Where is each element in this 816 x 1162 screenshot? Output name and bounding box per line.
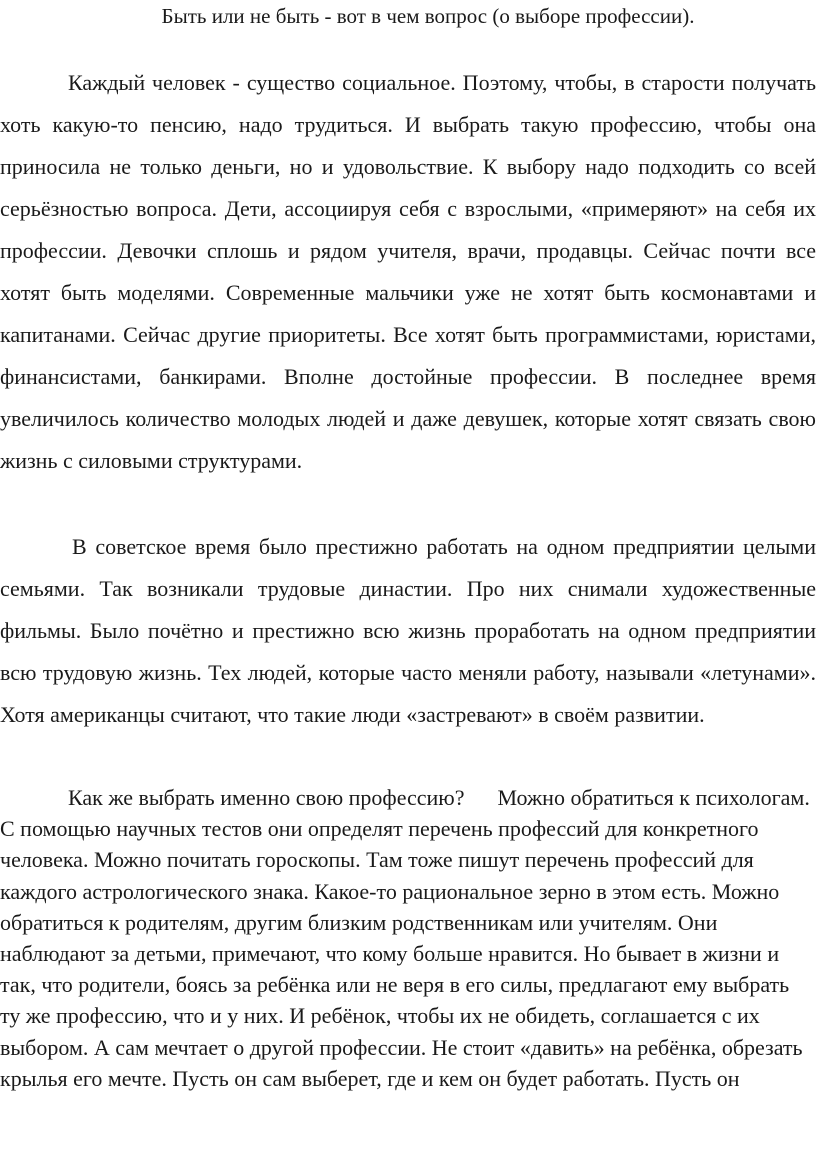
document-title: Быть или не быть - вот в чем вопрос (о выборе профессии). bbox=[161, 4, 695, 28]
paragraph-how-to-choose: Как же выбрать именно свою профессию? Можно обратиться к психологам. С помощью научных тестов они определят перечень профессий для конкретного человека. Можно почитать гороскопы. Там тоже пишут перечень профессий для каждого астрологического знака. Какое-то рациональное зерно в этом есть. Можно обратиться к родителям, другим близким родственникам или учителям. Они наблюдают за детьми, примечают, что кому больше нравится. Но бывает в жизни и так, что родители, боясь за ребёнка или не веря в его силы, предлагают ему выбрать ту же профессию, что и у них. И ребёнок, чтобы их не обидеть, соглашается с их выбором. А сам мечтает о другой профессии. Не стоит «давить» на ребёнка, обрезать крылья его мечте. Пусть он сам выберет, где и кем он будет работать. Пусть он bbox=[0, 785, 816, 1091]
paragraph-social-being: Каждый человек - существо социальное. Поэтому, чтобы, в старости получать хоть какую-то пенсию, надо трудиться. И выбрать такую профессию, чтобы она приносила не только деньги, но и удовольствие. К выбору надо подходить со всей серьёзностью вопроса. Дети, ассоциируя себя с взрослыми, «примеряют» на себя их профессии. Девочки сплошь и рядом учителя, врачи, продавцы. Сейчас почти все хотят быть моделями. Современные мальчики уже не хотят быть космонавтами и капитанами. Сейчас другие приоритеты. Все хотят быть программистами, юристами, финансистами, банкирами. Вполне достойные профессии. В последнее время увеличилось количество молодых людей и даже девушек, которые хотят связать свою жизнь с силовыми структурами. bbox=[0, 70, 816, 473]
paragraph-soviet-dynasties: В советское время было престижно работать на одном предприятии целыми семьями. Так возникали трудовые династии. Про них снимали художественные фильмы. Было почётно и престижно всю жизнь проработать на одном предприятии всю трудовую жизнь. Тех людей, которые часто меняли работу, называли «летунами». Хотя американцы считают, что такие люди «застревают» в своём развитии. bbox=[0, 534, 816, 727]
